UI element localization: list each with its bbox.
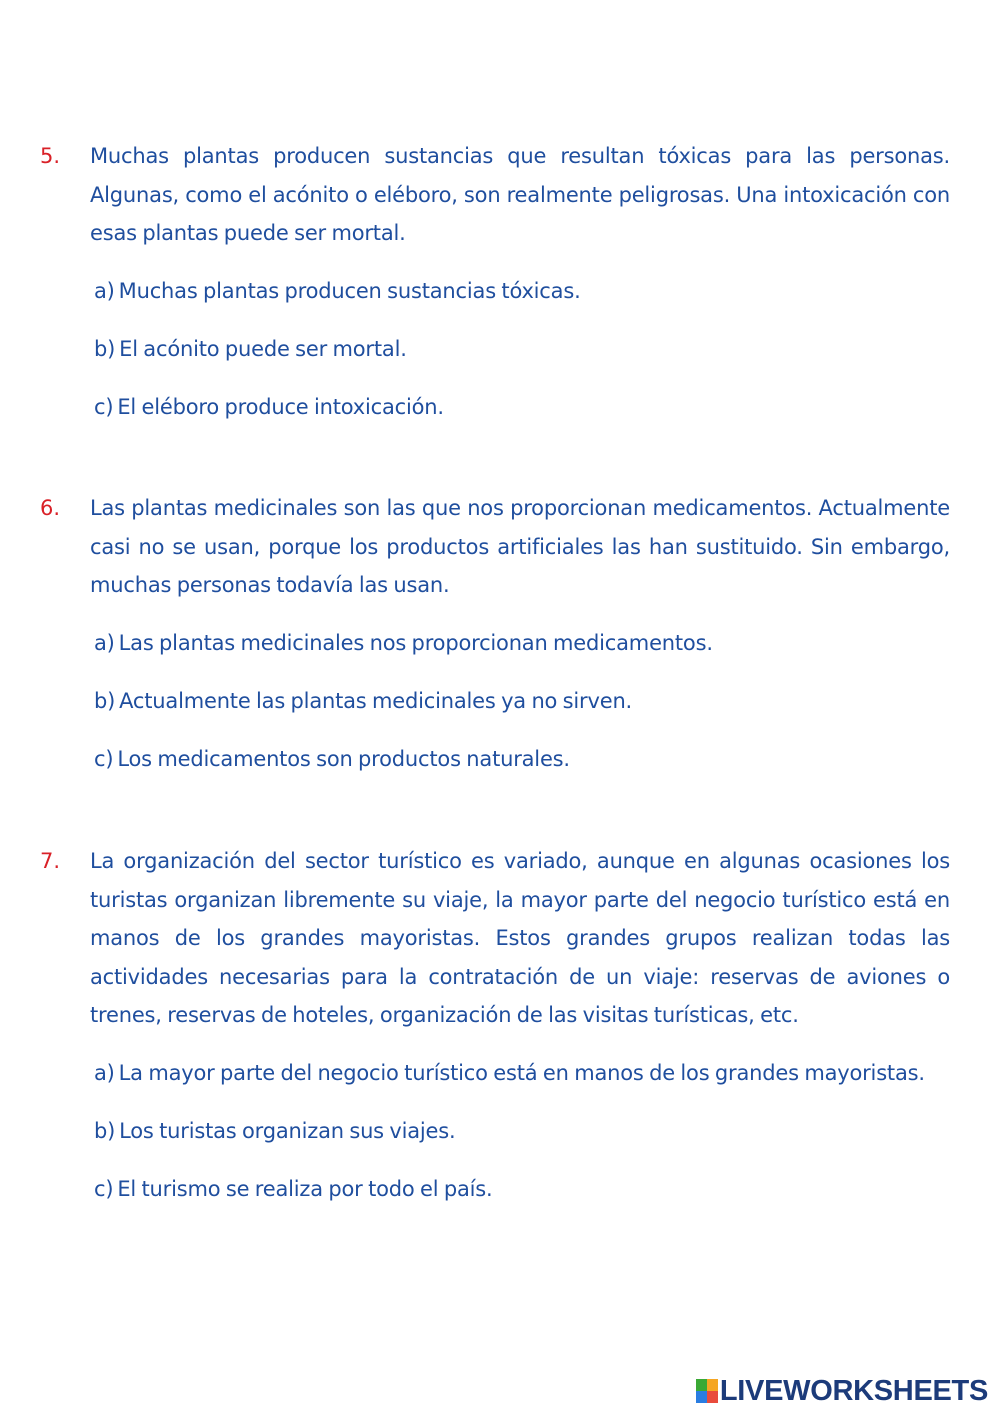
option-b[interactable] (94, 335, 950, 363)
option-letter: b) (94, 336, 116, 361)
question-5 (40, 137, 950, 451)
option-text: El eléboro produce intoxicación. (117, 394, 444, 419)
option-letter: b) (94, 688, 116, 713)
option-letter: c) (94, 746, 114, 771)
option-text: Los turistas organizan sus viajes. (119, 1118, 456, 1143)
logo-square-icon (696, 1391, 707, 1403)
option-text: Las plantas medicinales nos proporcionan medicamentos. (118, 630, 713, 655)
option-letter: a) (94, 630, 115, 655)
brand-name: LIVEWORKSHEETS (719, 1374, 988, 1407)
option-letter: c) (94, 1176, 114, 1201)
logo-square-icon (707, 1379, 718, 1391)
option-text: El acónito puede ser mortal. (119, 336, 407, 361)
question-text: La organización del sector turístico es variado, aunque en algunas ocasiones los turistas organizan libremente su viaje, la mayor parte del negocio turístico está en manos de los grandes mayoristas. Estos grandes grupos realizan todas las actividades necesarias para la contratación de un viaje: reservas de aviones o trenes, reservas de hoteles, organización de las visitas turísticas, etc. (90, 849, 950, 1027)
answer-options (94, 1059, 950, 1203)
logo-square-icon (696, 1379, 707, 1391)
liveworksheets-logo-icon (696, 1379, 718, 1403)
question-text: Las plantas medicinales son las que nos proporcionan medicamentos. Actualmente casi no se usan, porque los productos artificiales las han sustituido. Sin embargo, muchas personas todavía las usan. (90, 496, 950, 597)
option-text: Muchas plantas producen sustancias tóxicas. (118, 278, 581, 303)
question-7 (40, 842, 950, 1233)
option-letter: b) (94, 1118, 116, 1143)
question-number: 6. (40, 496, 61, 520)
option-c[interactable] (94, 393, 950, 421)
option-letter: a) (94, 278, 115, 303)
question-text: Muchas plantas producen sustancias que resultan tóxicas para las personas. Algunas, como el acónito o eléboro, son realmente peligrosas. Una intoxicación con esas plantas puede ser mortal. (90, 144, 950, 245)
option-text: El turismo se realiza por todo el país. (117, 1176, 493, 1201)
option-c[interactable] (94, 1175, 950, 1203)
question-number: 7. (40, 849, 61, 873)
option-a[interactable] (94, 629, 950, 657)
option-c[interactable] (94, 745, 950, 773)
logo-square-icon (707, 1391, 718, 1403)
option-a[interactable] (94, 1059, 950, 1087)
option-letter: a) (94, 1060, 115, 1085)
answer-options (94, 277, 950, 421)
liveworksheets-brand (696, 1374, 988, 1408)
option-a[interactable] (94, 277, 950, 305)
option-text: Los medicamentos son productos naturales. (117, 746, 570, 771)
option-text: Actualmente las plantas medicinales ya no sirven. (119, 688, 633, 713)
option-b[interactable] (94, 687, 950, 715)
option-letter: c) (94, 394, 114, 419)
option-b[interactable] (94, 1117, 950, 1145)
answer-options (94, 629, 950, 773)
option-text: La mayor parte del negocio turístico está en manos de los grandes mayoristas. (118, 1060, 925, 1085)
question-6 (40, 489, 950, 803)
question-number: 5. (40, 144, 61, 168)
